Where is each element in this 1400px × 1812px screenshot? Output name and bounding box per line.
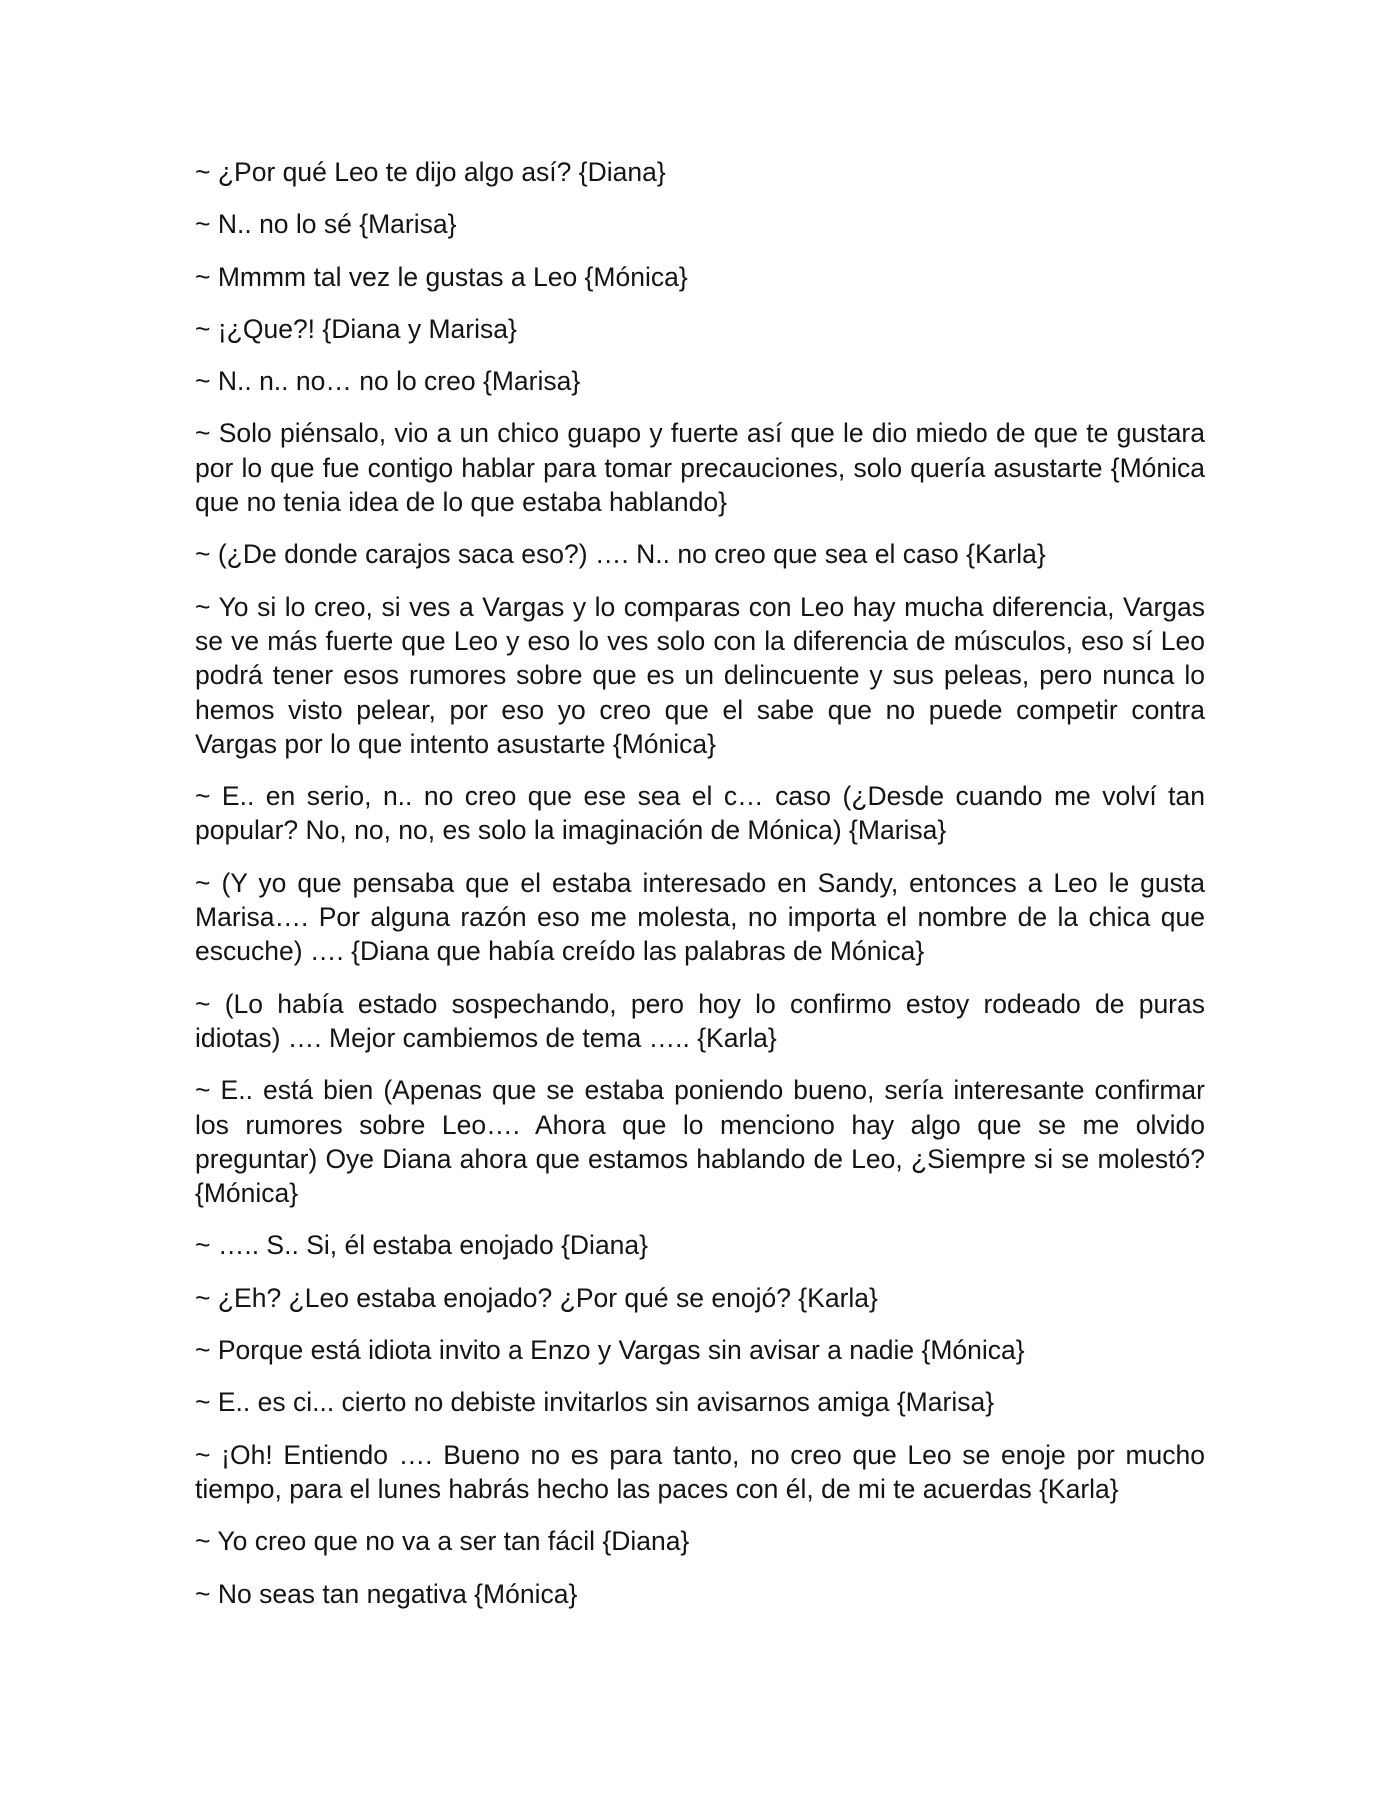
dialogue-line: ~ Solo piénsalo, vio a un chico guapo y fuerte así que le dio miedo de que te gustara por lo que fue contigo hablar para tomar precauciones, solo quería asustarte {Mónica que no tenia idea de lo que estaba hablando} <box>195 418 1205 518</box>
dialogue-line: ~ ¿Eh? ¿Leo estaba enojado? ¿Por qué se enojó? {Karla} <box>195 1282 878 1313</box>
dialogue-line: ~ N.. no lo sé {Marisa} <box>195 209 457 240</box>
dialogue-line: ~ No seas tan negativa {Mónica} <box>195 1578 578 1609</box>
dialogue-line: ~ (¿De donde carajos saca eso?) …. N.. no creo que sea el caso {Karla} <box>195 539 1046 570</box>
dialogue-line: ~ (Lo había estado sospechando, pero hoy lo confirmo estoy rodeado de puras idiotas) …. Mejor cambiemos de tema ….. {Karla} <box>195 988 1205 1053</box>
dialogue-line: ~ E.. es ci... cierto no debiste invitarlos sin avisarnos amiga {Marisa} <box>195 1387 995 1418</box>
dialogue-line: ~ E.. está bien (Apenas que se estaba poniendo bueno, sería interesante confirmar los rumores sobre Leo…. Ahora que lo menciono hay algo que se me olvido preguntar) Oye Diana ahora que estamos hablando de Leo, ¿Siempre si se molestó? {Mónica} <box>195 1075 1205 1209</box>
dialogue-line: ~ Yo creo que no va a ser tan fácil {Diana} <box>195 1526 690 1557</box>
dialogue-line: ~ ….. S.. Si, él estaba enojado {Diana} <box>195 1230 649 1261</box>
dialogue-line: ~ ¡¿Que?! {Diana y Marisa} <box>195 313 517 344</box>
dialogue-line: ~ ¡Oh! Entiendo …. Bueno no es para tanto, no creo que Leo se enoje por mucho tiempo, para el lunes habrás hecho las paces con él, de mi te acuerdas {Karla} <box>195 1439 1205 1504</box>
dialogue-line: ~ Yo si lo creo, si ves a Vargas y lo comparas con Leo hay mucha diferencia, Vargas se ve más fuerte que Leo y eso lo ves solo con la diferencia de músculos, eso sí Leo podrá tener esos rumores sobre que es un delincuente y sus peleas, pero nunca lo hemos visto pelear, por eso yo creo que el sabe que no puede competir contra Vargas por lo que intento asustarte {Mónica} <box>195 591 1205 759</box>
dialogue-line: ~ E.. en serio, n.. no creo que ese sea el c… caso (¿Desde cuando me volví tan popular? No, no, no, es solo la imaginación de Mónica) {Marisa} <box>195 781 1205 846</box>
document-page <box>195 155 1205 1629</box>
dialogue-line: ~ Mmmm tal vez le gustas a Leo {Mónica} <box>195 261 688 292</box>
dialogue-line: ~ (Y yo que pensaba que el estaba interesado en Sandy, entonces a Leo le gusta Marisa…. Por alguna razón eso me molesta, no importa el nombre de la chica que escuche) …. {Diana que había creído las palabras de Mónica} <box>195 867 1205 967</box>
dialogue-line: ~ Porque está idiota invito a Enzo y Vargas sin avisar a nadie {Mónica} <box>195 1335 1025 1366</box>
dialogue-line: ~ ¿Por qué Leo te dijo algo así? {Diana} <box>195 157 666 187</box>
dialogue-line: ~ N.. n.. no… no lo creo {Marisa} <box>195 366 581 397</box>
